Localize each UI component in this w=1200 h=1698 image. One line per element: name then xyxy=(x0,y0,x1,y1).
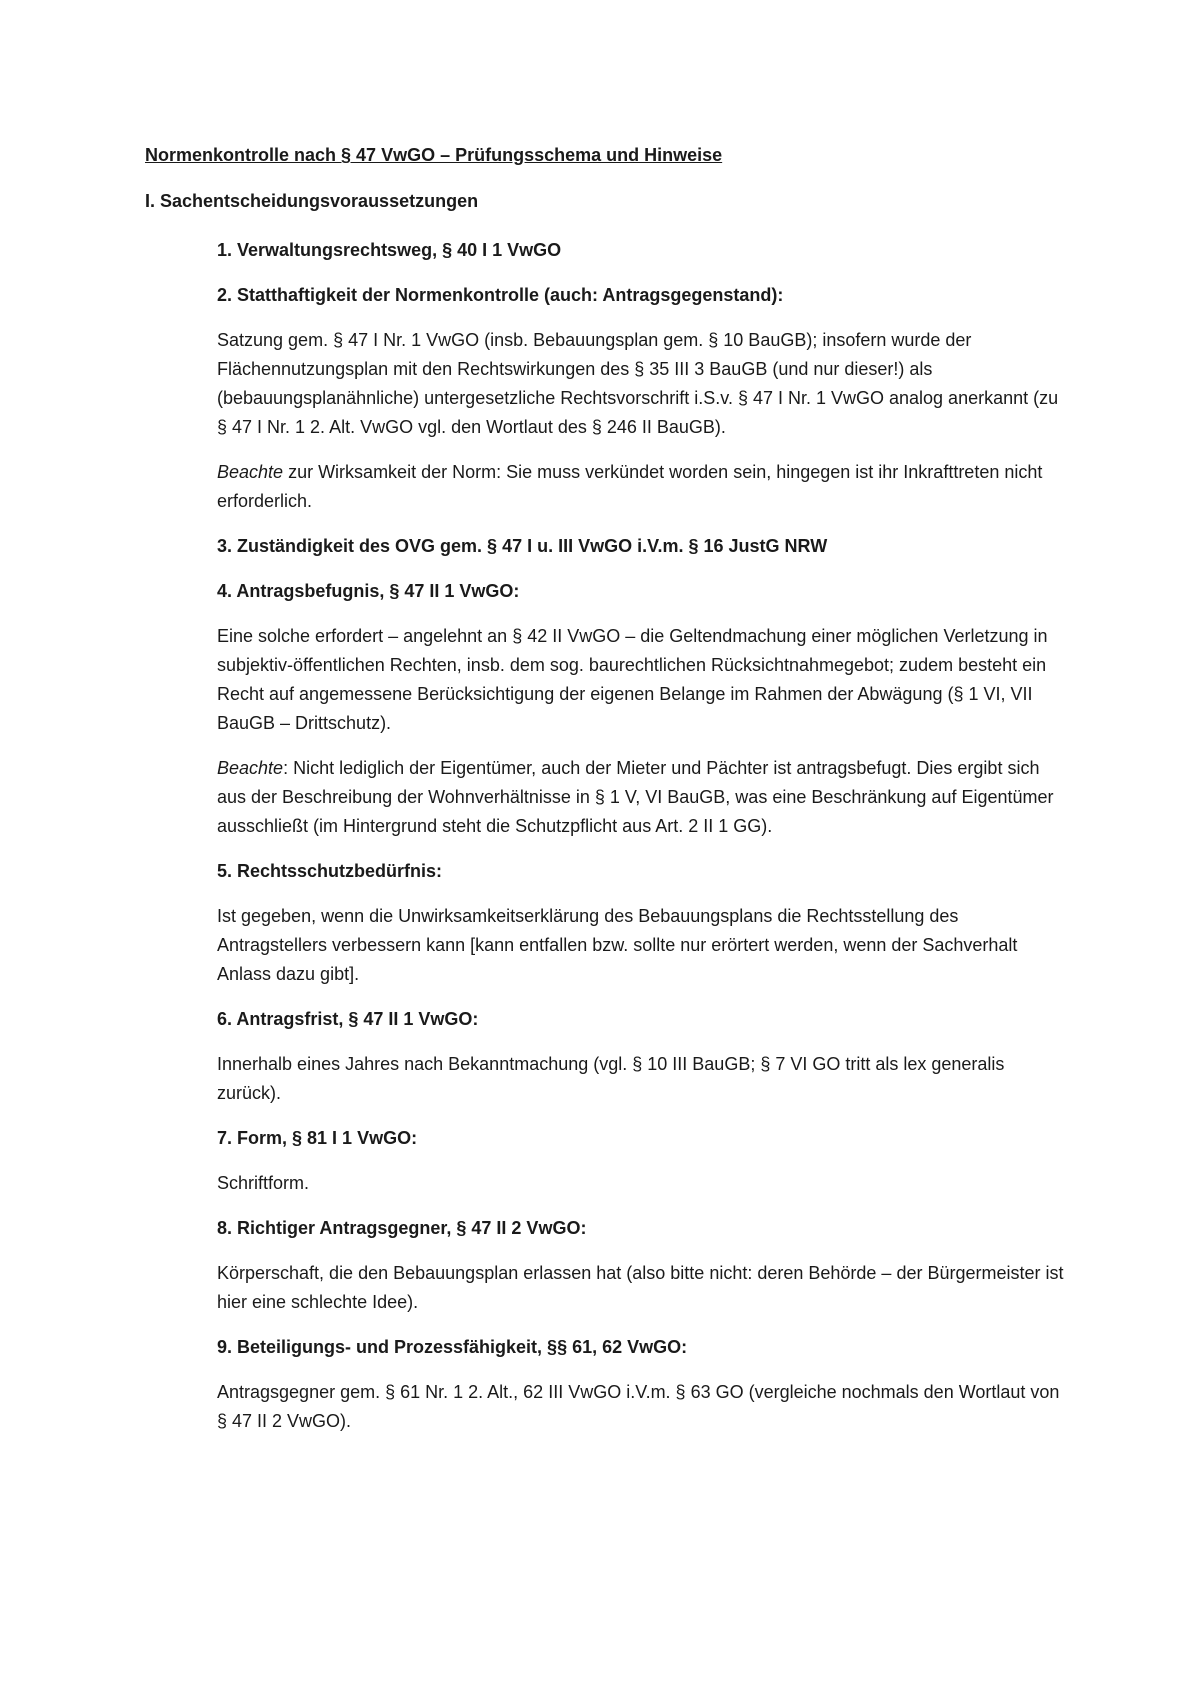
paragraph-text: Schriftform. xyxy=(217,1173,310,1193)
paragraph-text: zur Wirksamkeit der Norm: Sie muss verkündet worden sein, hingegen ist ihr Inkrafttreten nicht erforderlich. xyxy=(217,462,1043,511)
paragraph-text: Ist gegeben, wenn die Unwirksamkeitserklärung des Bebauungsplans die Rechtsstellung des Antragstellers verbessern kann [kann entfallen bzw. sollte nur erörtert werden, wenn der Sachverhalt Anlass dazu gibt]. xyxy=(217,906,1018,984)
paragraph-text: : Nicht lediglich der Eigentümer, auch der Mieter und Pächter ist antragsbefugt. Dies ergibt sich aus der Beschreibung der Wohnverhältnisse in § 1 V, VI BauGB, was eine Beschränkung auf Eigentümer ausschließt (im Hintergrund steht die Schutzpflicht aus Art. 2 II 1 GG). xyxy=(217,758,1054,836)
paragraph-text: Satzung gem. § 47 I Nr. 1 VwGO (insb. Bebauungsplan gem. § 10 BauGB); insofern wurde der Flächennutzungsplan mit den Rechtswirkungen des § 35 III 3 BauGB (und nur dieser!) als (bebauungsplanähnliche) untergesetzliche Rechtsvorschrift i.S.v. § 47 I Nr. 1 VwGO analog anerkannt (zu § 47 I Nr. 1 2. Alt. VwGO vgl. den Wortlaut des § 246 II BauGB). xyxy=(217,330,1059,437)
item-heading: 8. Richtiger Antragsgegner, § 47 II 2 VwGO: xyxy=(217,1218,587,1238)
section-heading: I. Sachentscheidungsvoraussetzungen xyxy=(145,191,479,211)
item-heading: 1. Verwaltungsrechtsweg, § 40 I 1 VwGO xyxy=(217,240,562,260)
note-lead: Beachte xyxy=(217,462,284,482)
paragraph-text: Eine solche erfordert – angelehnt an § 42 II VwGO – die Geltendmachung einer möglichen Verletzung in subjektiv-öffentlichen Rechten, insb. dem sog. baurechtlichen Rücksichtnahmegebot; zudem besteht ein Recht auf angemessene Berücksichtigung der eigenen Belange im Rahmen der Abwägung (§ 1 VI, VII BauGB – Drittschutz). xyxy=(217,626,1048,733)
item-paragraph xyxy=(217,1378,1067,1436)
paragraph-text: Innerhalb eines Jahres nach Bekanntmachung (vgl. § 10 III BauGB; § 7 VI GO tritt als lex generalis zurück). xyxy=(217,1054,1005,1103)
item-heading: 9. Beteiligungs- und Prozessfähigkeit, §§ 61, 62 VwGO: xyxy=(217,1337,688,1357)
paragraph-text: Körperschaft, die den Bebauungsplan erlassen hat (also bitte nicht: deren Behörde – der Bürgermeister ist hier eine schlechte Idee). xyxy=(217,1263,1064,1312)
item-paragraph xyxy=(217,1259,1067,1317)
item-heading: 5. Rechtsschutzbedürfnis: xyxy=(217,861,443,881)
item-heading: 3. Zuständigkeit des OVG gem. § 47 I u. III VwGO i.V.m. § 16 JustG NRW xyxy=(217,536,828,556)
item-heading: 6. Antragsfrist, § 47 II 1 VwGO: xyxy=(217,1009,479,1029)
item-paragraph xyxy=(217,754,1067,841)
item-paragraph xyxy=(217,458,1067,516)
item-heading: 4. Antragsbefugnis, § 47 II 1 VwGO: xyxy=(217,581,520,601)
document-body xyxy=(217,236,1067,1452)
item-heading: 2. Statthaftigkeit der Normenkontrolle (auch: Antragsgegenstand): xyxy=(217,285,784,305)
item-paragraph xyxy=(217,1050,1067,1108)
paragraph-text: Antragsgegner gem. § 61 Nr. 1 2. Alt., 62 III VwGO i.V.m. § 63 GO (vergleiche nochmals den Wortlaut von § 47 II 2 VwGO). xyxy=(217,1382,1060,1431)
item-paragraph xyxy=(217,326,1067,442)
item-heading: 7. Form, § 81 I 1 VwGO: xyxy=(217,1128,418,1148)
note-lead: Beachte xyxy=(217,758,284,778)
item-paragraph xyxy=(217,1169,1067,1198)
item-paragraph xyxy=(217,902,1067,989)
item-paragraph xyxy=(217,622,1067,738)
document-title: Normenkontrolle nach § 47 VwGO – Prüfungsschema und Hinweise xyxy=(145,145,723,165)
